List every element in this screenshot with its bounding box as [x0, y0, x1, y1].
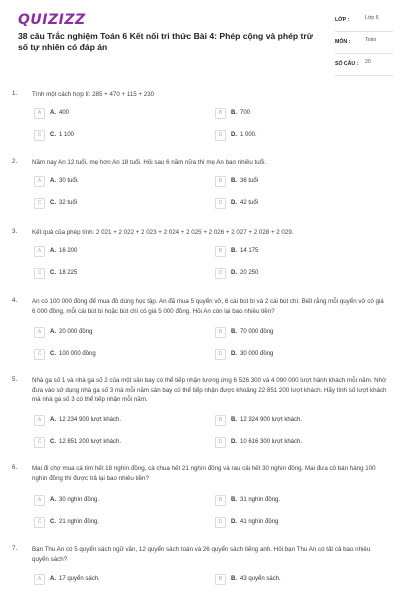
option-box[interactable]: C	[34, 349, 45, 360]
option-text: 12 851 200 lượt khách.	[59, 439, 121, 445]
option-box[interactable]: D	[215, 437, 226, 448]
question-number: 1.	[12, 90, 18, 97]
option-box[interactable]: A	[34, 574, 45, 585]
option-box[interactable]: A	[34, 415, 45, 426]
option-letter: C.	[50, 351, 56, 357]
option-box[interactable]: A	[34, 327, 45, 338]
question-number: 3.	[12, 228, 18, 235]
option-text: 400	[59, 110, 70, 116]
option-box[interactable]: B	[215, 574, 226, 585]
option-a[interactable]	[34, 176, 184, 187]
option-a[interactable]	[34, 574, 184, 585]
question-number: 7.	[12, 545, 18, 552]
option-box[interactable]: C	[34, 437, 45, 448]
option-text: 31 nghìn đồng.	[240, 497, 281, 503]
divider	[335, 31, 393, 32]
option-letter: B.	[231, 497, 237, 503]
option-text: 41 nghìn đồng	[240, 519, 279, 525]
option-box[interactable]: C	[34, 517, 45, 528]
meta-class-value: Lớp 6	[365, 15, 379, 21]
option-box[interactable]: B	[215, 246, 226, 257]
meta-class-label: LỚP :	[335, 17, 350, 23]
option-box[interactable]: A	[34, 108, 45, 119]
option-box[interactable]: D	[215, 198, 226, 209]
meta-count-label: SỐ CÂU :	[335, 61, 359, 67]
option-d[interactable]	[215, 130, 365, 141]
option-letter: B.	[231, 248, 237, 254]
option-a[interactable]	[34, 108, 184, 119]
question-text: Năm nay An 12 tuổi, mẹ hơn An 18 tuổi. Hỏi sau 6 năm nữa thì mẹ An bao nhiêu tuổi.	[32, 159, 267, 166]
option-text: 32 tuổi	[59, 200, 78, 206]
option-c[interactable]	[34, 198, 184, 209]
option-b[interactable]	[215, 495, 365, 506]
question-text: Tính một cách hợp lí: 285 + 470 + 115 + 230	[32, 91, 155, 98]
option-letter: A.	[50, 110, 56, 116]
option-letter: B.	[231, 417, 237, 423]
option-d[interactable]	[215, 437, 365, 448]
option-letter: D.	[231, 351, 237, 357]
option-box[interactable]: A	[34, 495, 45, 506]
option-text: 12 234 900 lượt khách.	[59, 417, 121, 423]
option-box[interactable]: B	[215, 327, 226, 338]
option-a[interactable]	[34, 246, 184, 257]
option-c[interactable]	[34, 268, 184, 279]
option-d[interactable]	[215, 349, 365, 360]
option-b[interactable]	[215, 327, 365, 338]
option-letter: D.	[231, 132, 237, 138]
worksheet-header	[0, 0, 400, 76]
question-number: 2.	[12, 158, 18, 165]
option-letter: C.	[50, 132, 56, 138]
option-letter: A.	[50, 576, 56, 582]
option-letter: B.	[231, 110, 237, 116]
option-letter: D.	[231, 439, 237, 445]
option-box[interactable]: D	[215, 130, 226, 141]
option-letter: D.	[231, 270, 237, 276]
option-box[interactable]: A	[34, 176, 45, 187]
option-box[interactable]: C	[34, 130, 45, 141]
option-text: 30 000 đồng	[240, 351, 274, 357]
option-b[interactable]	[215, 176, 365, 187]
question-text: Kết quả của phép tính: 2 021 + 2 022 + 2 023 + 2 024 + 2 025 + 2 026 + 2 027 + 2 028 + 2 029.	[32, 229, 294, 236]
option-letter: C.	[50, 439, 56, 445]
option-box[interactable]: B	[215, 176, 226, 187]
option-letter: B.	[231, 576, 237, 582]
option-text: 1 100	[59, 132, 75, 138]
option-box[interactable]: C	[34, 198, 45, 209]
option-text: 16 200	[59, 248, 78, 254]
option-letter: A.	[50, 248, 56, 254]
option-box[interactable]: D	[215, 268, 226, 279]
divider	[335, 53, 393, 54]
question-number: 5.	[12, 376, 18, 383]
question-text: Nhà ga số 1 và nhà ga số 2 của một sân bay có thể tiếp nhận tương ứng 6 526 300 và 4 090 000 lượt hành khách mỗi năm. Nhờ đưa vào sử dụng nhà ga số 3 mà mỗi năm sân bay có thể tiếp nhận được khoảng 22 851 200 lượt khách. Hãy tính số lượt khách mà nhà ga số 3 có thể tiếp nhận mỗi năm.	[32, 377, 387, 404]
option-text: 42 tuổi	[240, 200, 259, 206]
option-text: 20 250	[240, 270, 259, 276]
option-d[interactable]	[215, 198, 365, 209]
option-text: 36 tuổi	[240, 178, 259, 184]
option-c[interactable]	[34, 517, 184, 528]
option-text: 12 324 900 lượt khách.	[240, 417, 302, 423]
meta-count-value: 20	[365, 59, 371, 65]
option-letter: C.	[50, 270, 56, 276]
option-c[interactable]	[34, 349, 184, 360]
meta-subject	[335, 34, 393, 56]
option-letter: B.	[231, 329, 237, 335]
option-text: 17 quyển sách.	[59, 576, 100, 582]
option-letter: A.	[50, 417, 56, 423]
option-a[interactable]	[34, 495, 184, 506]
question-number: 6.	[12, 464, 18, 471]
option-text: 1 000.	[240, 132, 257, 138]
option-text: 14 175	[240, 248, 259, 254]
option-letter: B.	[231, 178, 237, 184]
question-number: 4.	[12, 297, 18, 304]
question-text: An có 100 000 đồng để mua đồ dùng học tập. An đã mua 5 quyển vở, 6 cái bút bi và 2 cái bút chì. Biết rằng mỗi quyển vở có giá 6 000 đồng, mỗi cái bút bi hoặc bút chì có giá 5 000 đồng. Hỏi An còn lại bao nhiêu tiền?	[32, 298, 384, 315]
option-text: 100 000 đồng	[59, 351, 96, 357]
meta-subject-value: Toán	[365, 37, 377, 43]
meta-panel	[335, 12, 393, 78]
option-letter: A.	[50, 178, 56, 184]
meta-count	[335, 56, 393, 78]
option-box[interactable]: C	[34, 268, 45, 279]
option-text: 20 000 đồng	[59, 329, 93, 335]
option-d[interactable]	[215, 517, 365, 528]
question-text: Bạn Thu An có 5 quyển sách ngữ văn, 12 quyển sách toán và 26 quyển sách tiếng anh. Hỏi bạn Thu An có tất cả bao nhiêu quyển sách?	[32, 546, 371, 563]
option-box[interactable]: B	[215, 415, 226, 426]
question-text: Mai đi chợ mua cá tím hết 18 nghìn đồng, cà chua hết 21 nghìn đồng và rau cải hết 30 nghìn đồng. Mai đưa cô bán hàng 100 nghìn đồng thì được trả lại bao nhiêu tiền?	[32, 465, 376, 482]
option-box[interactable]: D	[215, 349, 226, 360]
page-title: 38 câu Trắc nghiệm Toán 6 Kết nối tri thức Bài 4: Phép cộng và phép trừ số tự nhiên có đáp án	[18, 31, 313, 52]
option-text: 10 616 300 lượt khách.	[240, 439, 302, 445]
option-c[interactable]	[34, 437, 184, 448]
option-text: 70 000 đồng	[240, 329, 274, 335]
option-b[interactable]	[215, 574, 365, 585]
option-c[interactable]	[34, 130, 184, 141]
option-letter: A.	[50, 497, 56, 503]
option-letter: C.	[50, 200, 56, 206]
option-text: 30 nghìn đồng.	[59, 497, 100, 503]
option-letter: D.	[231, 200, 237, 206]
option-letter: D.	[231, 519, 237, 525]
option-b[interactable]	[215, 246, 365, 257]
option-d[interactable]	[215, 268, 365, 279]
option-text: 21 nghìn đồng.	[59, 519, 100, 525]
option-text: 30 tuổi.	[59, 178, 79, 184]
option-a[interactable]	[34, 415, 184, 426]
meta-class	[335, 12, 393, 34]
option-box[interactable]: B	[215, 495, 226, 506]
option-text: 18 225	[59, 270, 78, 276]
option-text: 43 quyển sách.	[240, 576, 281, 582]
option-box[interactable]: D	[215, 517, 226, 528]
option-box[interactable]: B	[215, 108, 226, 119]
divider	[335, 75, 393, 76]
quizizz-logo[interactable]: QUIZIZZ	[18, 12, 86, 28]
meta-subject-label: MÔN :	[335, 39, 351, 45]
option-b[interactable]	[215, 108, 365, 119]
option-letter: A.	[50, 329, 56, 335]
option-a[interactable]	[34, 327, 184, 338]
option-letter: C.	[50, 519, 56, 525]
option-b[interactable]	[215, 415, 365, 426]
option-box[interactable]: A	[34, 246, 45, 257]
option-text: 700	[240, 110, 251, 116]
